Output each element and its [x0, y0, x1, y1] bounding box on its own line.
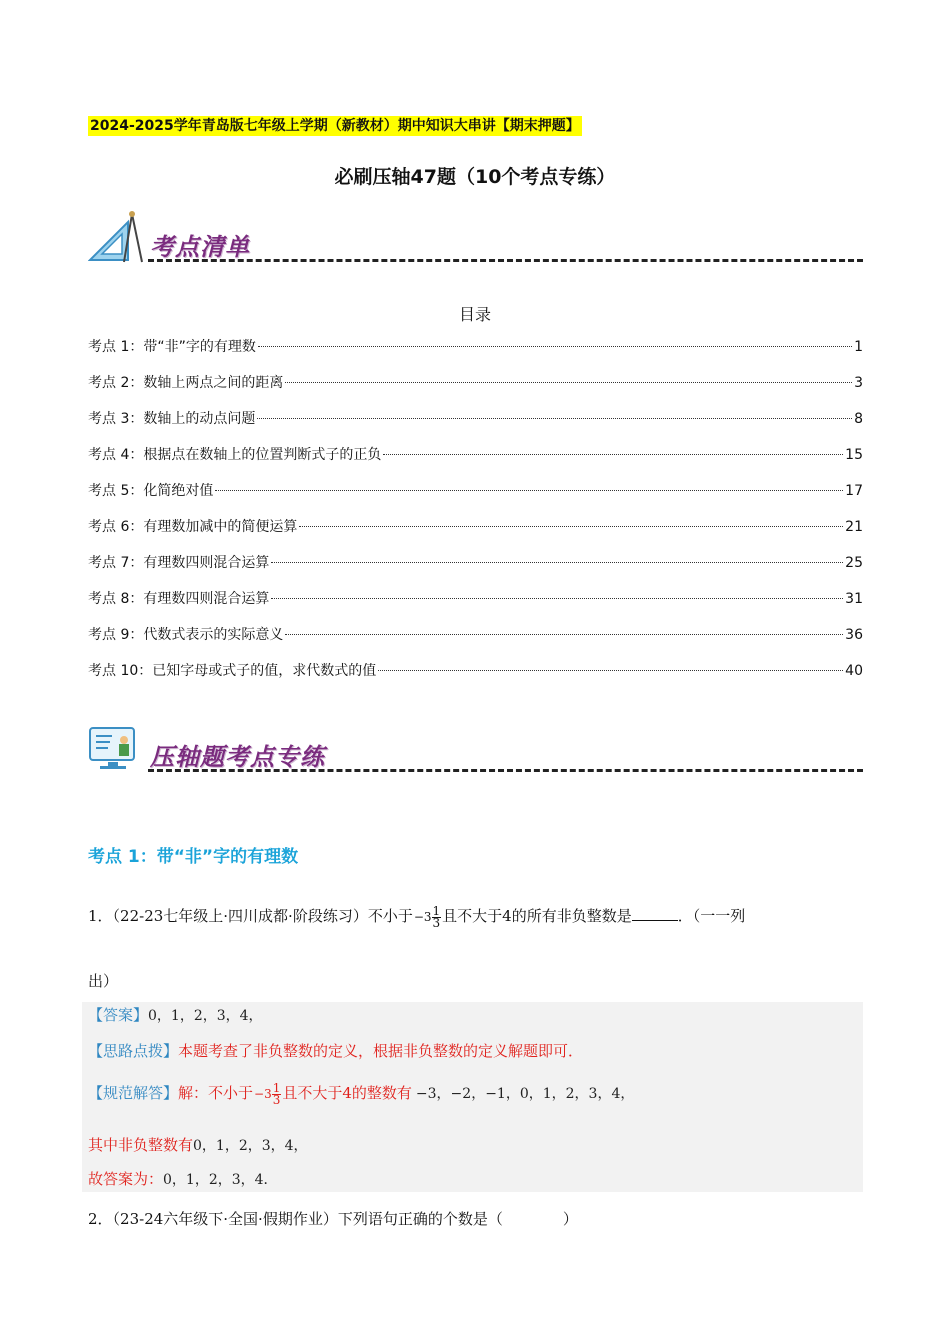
- presentation-board-icon: [88, 724, 138, 774]
- toc-leader-dots: [271, 562, 843, 563]
- toc-entry[interactable]: [88, 368, 863, 404]
- nonneg-line: [88, 1134, 308, 1155]
- q1-suffix: ．（一一列: [677, 907, 746, 925]
- solution-tag: 【规范解答】: [88, 1084, 179, 1102]
- toc-entry[interactable]: [88, 656, 863, 692]
- toc-entry-page: 3: [854, 375, 863, 391]
- frac-whole: −3: [413, 910, 432, 924]
- toc-entry[interactable]: [88, 512, 863, 548]
- toc-entry[interactable]: [88, 476, 863, 512]
- toc-entry-label: 考点 6：有理数加减中的简便运算: [88, 519, 298, 535]
- mixed-fraction: [413, 903, 441, 930]
- toc-title: 目录: [458, 305, 491, 324]
- toc-entry[interactable]: [88, 404, 863, 440]
- toc-entry[interactable]: [88, 332, 863, 368]
- banner-label: 考点清单: [150, 232, 250, 261]
- toc-entry-page: 17: [845, 483, 863, 499]
- question-1: [88, 905, 863, 929]
- toc-entry-page: 8: [854, 411, 863, 427]
- final-answer-text: 故答案为：: [88, 1170, 164, 1188]
- toc-entry[interactable]: [88, 548, 863, 584]
- final-answer-values: 0，1，2，3，4．: [163, 1172, 278, 1188]
- q1-prefix: 1．（22-23七年级上·四川成都·阶段练习）不小于: [88, 907, 413, 925]
- toc-entry-page: 1: [854, 339, 863, 355]
- toc-entry-page: 36: [845, 627, 863, 643]
- solution-values: −3，−2，−1，0，1，2，3，4，: [415, 1086, 635, 1102]
- mixed-fraction: [254, 1080, 281, 1107]
- toc-entry-page: 21: [845, 519, 863, 535]
- answer-values: 0，1，2，3，4，: [148, 1008, 263, 1024]
- toc-entry[interactable]: [88, 620, 863, 656]
- toc-entry[interactable]: [88, 584, 863, 620]
- q1-middle: 且不大于4的所有非负整数是: [442, 907, 632, 925]
- banner-divider: [148, 769, 863, 772]
- toc-entry-label: 考点 3：数轴上的动点问题: [88, 411, 256, 427]
- banner-divider: [148, 259, 863, 262]
- section-heading: 考点 1：带“非”字的有理数: [88, 847, 299, 867]
- answer-line: [88, 1004, 263, 1025]
- solution-line: [88, 1082, 634, 1106]
- hint-tag: 【思路点拨】: [88, 1042, 179, 1060]
- toc-leader-dots: [215, 490, 843, 491]
- table-of-contents: [88, 332, 863, 692]
- nonneg-text: 其中非负整数有: [88, 1136, 194, 1154]
- toc-entry-label: 考点 2：数轴上两点之间的距离: [88, 375, 284, 391]
- toc-leader-dots: [299, 526, 843, 527]
- frac-whole: −3: [254, 1087, 272, 1101]
- toc-entry-page: 25: [845, 555, 863, 571]
- toc-leader-dots: [271, 598, 843, 599]
- toc-entry-page: 15: [845, 447, 863, 463]
- hint-text: 本题考查了非负整数的定义，根据非负整数的定义解题即可．: [178, 1042, 584, 1060]
- toc-leader-dots: [285, 382, 852, 383]
- toc-leader-dots: [383, 454, 843, 455]
- frac-denominator: 3: [272, 1092, 281, 1107]
- q1-continuation: 出）: [88, 972, 119, 990]
- toc-leader-dots: [285, 634, 843, 635]
- frac-numerator: 1: [432, 903, 441, 918]
- toc-entry-label: 考点 9：代数式表示的实际意义: [88, 627, 284, 643]
- frac-denominator: 3: [432, 915, 441, 930]
- solution-prefix: 解：不小于: [178, 1084, 254, 1102]
- hint-line: [88, 1040, 583, 1061]
- toc-entry[interactable]: [88, 440, 863, 476]
- toc-leader-dots: [257, 418, 852, 419]
- nonneg-values: 0，1，2，3，4，: [193, 1138, 308, 1154]
- toc-entry-label: 考点 5：化简绝对值: [88, 483, 214, 499]
- toc-entry-page: 40: [845, 663, 863, 679]
- toc-entry-label: 考点 4：根据点在数轴上的位置判断式子的正负: [88, 447, 382, 463]
- answer-tag: 【答案】: [88, 1006, 149, 1024]
- solution-middle: 且不大于4的整数有: [282, 1084, 412, 1102]
- banner-kaodian-qingdan: [88, 208, 863, 268]
- question-2: 2．（23-24六年级下·全国·假期作业）下列语句正确的个数是（ ）: [88, 1210, 578, 1228]
- toc-entry-label: 考点 10：已知字母或式子的值，求代数式的值: [88, 663, 377, 679]
- toc-entry-label: 考点 8：有理数四则混合运算: [88, 591, 270, 607]
- toc-entry-label: 考点 1：带“非”字的有理数: [88, 339, 256, 355]
- doc-header: 2024-2025学年青岛版七年级上学期（新教材）期中知识大串讲【期末押题】: [90, 118, 580, 134]
- final-answer-line: [88, 1168, 278, 1189]
- toc-leader-dots: [258, 346, 852, 347]
- toc-entry-label: 考点 7：有理数四则混合运算: [88, 555, 270, 571]
- banner-yazhou-zhuanlian: [88, 718, 863, 778]
- toc-entry-page: 31: [845, 591, 863, 607]
- page-title: 必刷压轴47题（10个考点专练）: [334, 166, 616, 188]
- toc-leader-dots: [378, 670, 843, 671]
- banner-label: 压轴题考点专练: [150, 742, 325, 771]
- answer-blank: [632, 906, 678, 921]
- ruler-compass-icon: [88, 208, 146, 264]
- frac-numerator: 1: [272, 1080, 281, 1095]
